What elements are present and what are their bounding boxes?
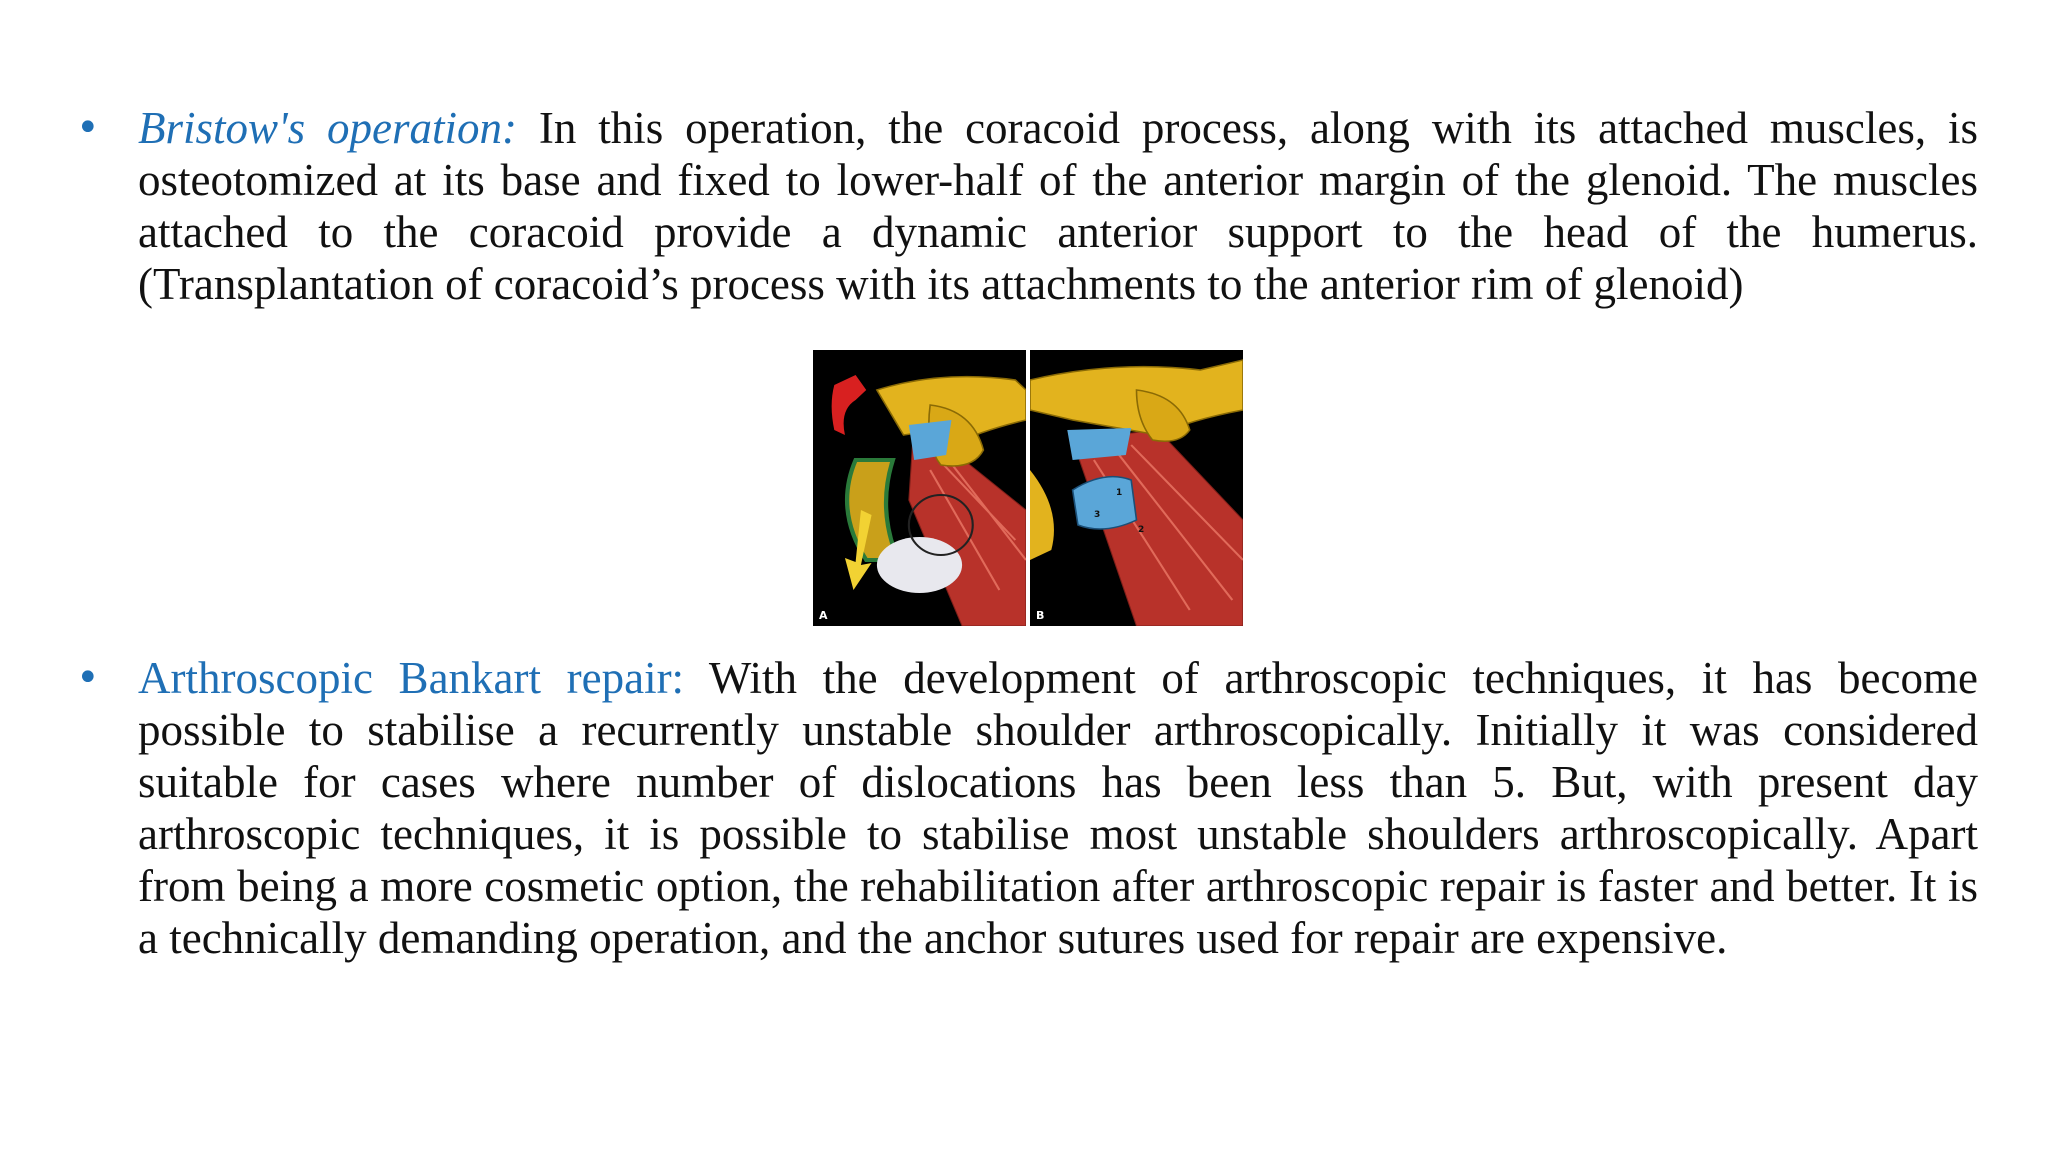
bullet-marker: • (76, 655, 100, 701)
bankart-description: With the development of arthroscopic techniques, it has become possible to stabilise a recurrently unstable shoulder arthroscopically. Initially it was considered suitable for cases where number of dislocations has been less than 5. But, with present day arthroscopic techniques, it is possible to stabilise most unstable shoulders arthroscopically. Apart from being a more cosmetic option, the rehabilitation after arthroscopic repair is faster and better. It is a technically demanding operation, and the anchor sutures used for repair are expensive. (138, 653, 1978, 963)
bristow-term: Bristow's operation: (138, 103, 518, 153)
panel-b-label: B (1036, 609, 1045, 622)
figure-panel-b (1030, 350, 1243, 626)
shoulder-surgery-illustration (813, 350, 1243, 626)
panel-b-drawing (1030, 350, 1243, 626)
bullet-arthroscopic-bankart-repair (76, 652, 1978, 964)
bullet-bristow-operation (76, 102, 1978, 310)
bristow-description: In this operation, the coracoid process, along with its attached muscles, is osteotomized at its base and fixed to lower-half of the anterior margin of the glenoid. The muscles attached to the coracoid provide a dynamic anterior support to the head of the humerus. (Transplantation of coracoid’s process with its attachments to the anterior rim of glenoid) (138, 103, 1978, 309)
panel-a-label: A (819, 609, 828, 622)
panel-b-marker-3: 3 (1094, 510, 1101, 520)
figure-panel-a (813, 350, 1026, 626)
panel-a-drawing (813, 350, 1026, 626)
panel-b-marker-2: 2 (1138, 525, 1145, 535)
panel-b-marker-1: 1 (1116, 488, 1123, 498)
bullet-marker: • (76, 105, 100, 151)
bankart-term: Arthroscopic Bankart repair: (138, 653, 685, 703)
